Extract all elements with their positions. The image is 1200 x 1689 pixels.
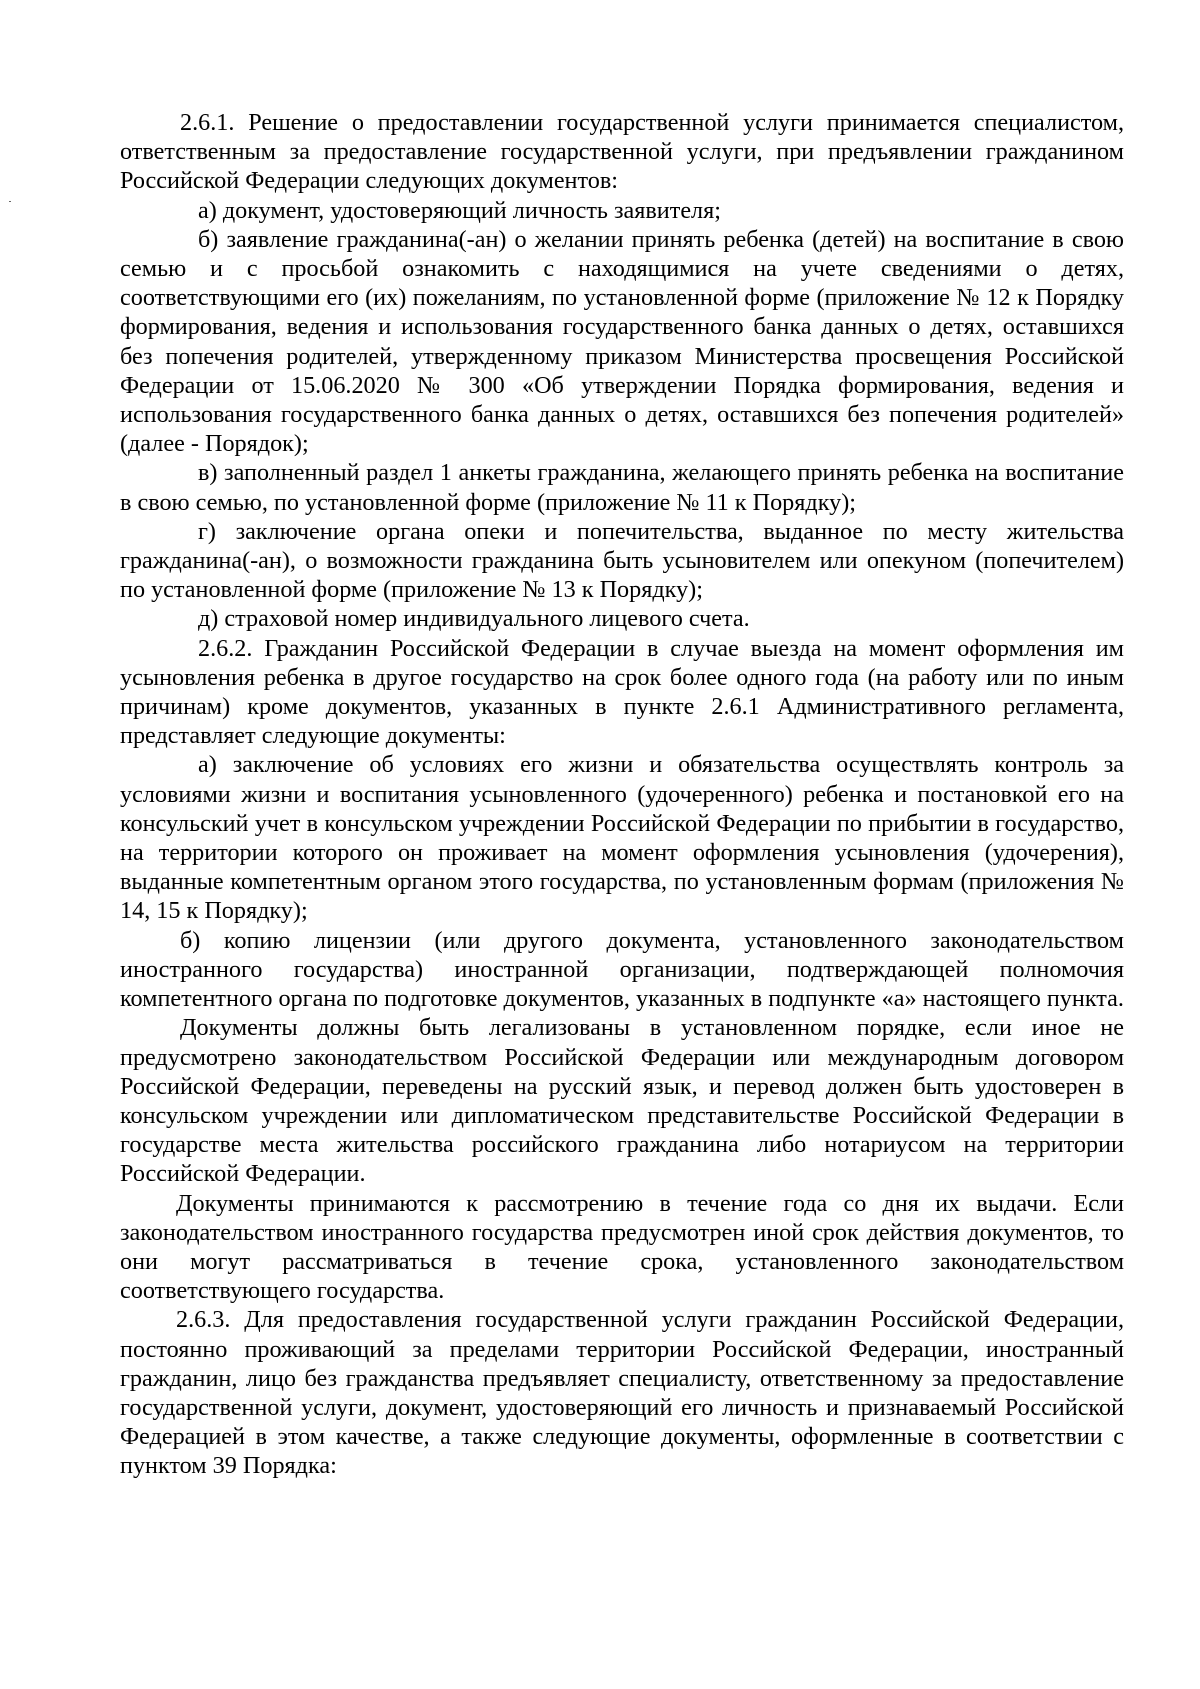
paragraph-2-6-2: 2.6.2. Гражданин Российской Федерации в случае выезда на момент оформления им усыновления ребенка в другое государство на срок более одного года (на работу или по иным причинам) кроме документов, указанных в пункте 2.6.1 Административного регламента, представляет следующие документы:: [120, 634, 1124, 750]
paragraph-2-6-2-item-a: а) заключение об условиях его жизни и обязательства осуществлять контроль за условиями жизни и воспитания усыновленного (удочеренного) ребенка и постановкой его на консульский учет в консульском учреждении Российской Федерации по прибытии в государство, на территории которого он проживает на момент оформления усыновления (удочерения), выданные компетентным органом этого государства, по установленным формам (приложения № 14, 15 к Порядку);: [120, 751, 1124, 925]
paragraph-validity: Документы принимаются к рассмотрению в течение года со дня их выдачи. Если законодательством иностранного государства предусмотрен иной срок действия документов, то они могут рассматриваться в течение срока, установленного законодательством соответствующего государства.: [120, 1189, 1124, 1305]
document-body: [120, 108, 1124, 1481]
paragraph-2-6-1-item-v: в) заполненный раздел 1 анкеты гражданина, желающего принять ребенка на воспитание в свою семью, по установленной форме (приложение № 11 к Порядку);: [120, 459, 1124, 516]
paragraph-2-6-1: 2.6.1. Решение о предоставлении государственной услуги принимается специалистом, ответственным за предоставление государственной услуги, при предъявлении гражданином Российской Федерации следующих документов:: [120, 109, 1124, 195]
paragraph-2-6-1-item-b: б) заявление гражданина(-ан) о желании принять ребенка (детей) на воспитание в свою семью и с просьбой ознакомить с находящимися на учете сведениями о детях, соответствующими его (их) пожеланиям, по установленной форме (приложение № 12 к Порядку формирования, ведения и использования государственного банка данных о детях, оставшихся без попечения родителей, утвержденному приказом Министерства просвещения Российской Федерации от 15.06.2020 № 300 «Об утверждении Порядка формирования, ведения и использования государственного банка данных о детях, оставшихся без попечения родителей» (далее - Порядок);: [120, 225, 1124, 458]
paragraph-legalization: Документы должны быть легализованы в установленном порядке, если иное не предусмотрено законодательством Российской Федерации или международным договором Российской Федерации, переведены на русский язык, и перевод должен быть удостоверен в консульском учреждении или дипломатическом представительстве Российской Федерации в государстве места жительства российского гражданина либо нотариусом на территории Российской Федерации.: [120, 1014, 1124, 1188]
paragraph-2-6-3: 2.6.3. Для предоставления государственной услуги гражданин Российской Федерации, постоянно проживающий за пределами территории Российской Федерации, иностранный гражданин, лицо без гражданства предъявляет специалисту, ответственному за предоставление государственной услуги, документ, удостоверяющий его личность и признаваемый Российской Федерацией в этом качестве, а также следующие документы, оформленные в соответствии с пунктом 39 Порядка:: [120, 1306, 1124, 1480]
paragraph-2-6-2-item-b: б) копию лицензии (или другого документа, установленного законодательством иностранного государства) иностранной организации, подтверждающей полномочия компетентного органа по подготовке документов, указанных в подпункте «а» настоящего пункта.: [120, 926, 1124, 1013]
scan-speck: [9, 201, 11, 202]
paragraph-2-6-1-item-a: а) документ, удостоверяющий личность заявителя;: [198, 196, 721, 224]
paragraph-2-6-1-item-g: г) заключение органа опеки и попечительства, выданное по месту жительства гражданина(-ан), о возможности гражданина быть усыновителем или опекуном (попечителем) по установленной форме (приложение № 13 к Порядку);: [120, 517, 1124, 604]
paragraph-2-6-1-item-d: д) страховой номер индивидуального лицевого счета.: [198, 605, 750, 633]
